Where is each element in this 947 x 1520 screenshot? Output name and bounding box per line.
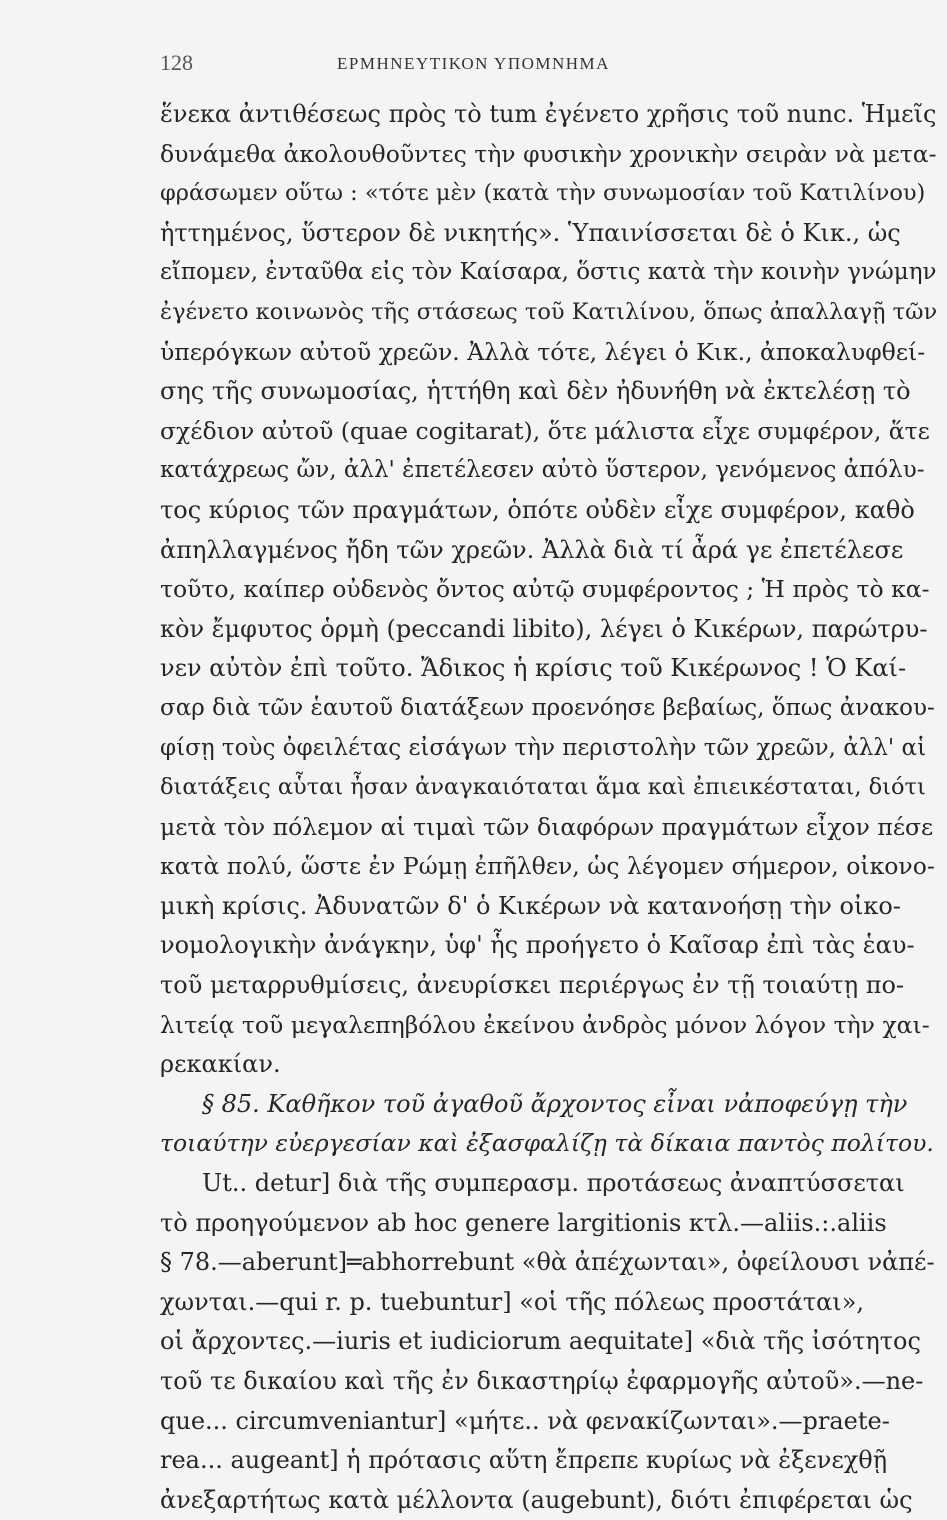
- text-line: κατάχρεως ὤν, ἀλλ' ἐπετέλεσεν αὐτὸ ὕστερον, γενόμενος ἀπόλυ-: [160, 457, 925, 484]
- section-heading: § 85. Καθῆκον τοῦ ἀγαθοῦ ἄρχοντος εἶναι νἀποφεύγῃ τὴν: [202, 1089, 908, 1118]
- text-line: νεν αὐτὸν ἐπὶ τοῦτο. Ἄδικος ἡ κρίσις τοῦ Κικέρωνος ! Ὁ Καί-: [160, 654, 907, 683]
- text-line: ἕνεκα ἀντιθέσεως πρὸς τὸ tum ἐγένετο χρῆσις τοῦ nunc. Ἡμεῖς: [160, 100, 937, 128]
- text-line: τὸ προηγούμενον ab hoc genere largitionis κτλ.—aliis.:.aliis: [160, 1208, 887, 1237]
- text-line: ρεκακίαν.: [160, 1050, 281, 1079]
- text-line: λιτείᾳ τοῦ μεγαλεπηβόλου ἐκείνου ἀνδρὸς μόνον λόγον τὴν χαι-: [160, 1010, 930, 1039]
- page-number: 128: [160, 50, 193, 75]
- text-line: νομολογικὴν ἀνάγκην, ὑφ' ἧς προήγετο ὁ Καῖσαρ ἐπὶ τὰς ἑαυ-: [160, 931, 915, 960]
- page-header: [160, 50, 787, 90]
- text-line: Ut.. detur] διὰ τῆς συμπερασμ. προτάσεως ἀναπτύσσεται: [202, 1169, 905, 1198]
- text-line: εἴπομεν, ἐνταῦθα εἰς τὸν Καίσαρα, ὅστις κατὰ τὴν κοινὴν γνώμην: [160, 259, 937, 286]
- section-heading: τοιαύτην εὐεργεσίαν καὶ ἐξασφαλίζῃ τὰ δίκαια παντὸς πολίτου.: [160, 1129, 934, 1158]
- text-line: τοῦ τε δικαίου καὶ τῆς ἐν δικαστηρίῳ ἐφαρμογῆς αὐτοῦ».—ne-: [160, 1367, 924, 1395]
- text-line: φίσῃ τοὺς ὀφειλέτας εἰσάγων τὴν περιστολὴν τῶν χρεῶν, ἀλλ' αἱ: [160, 734, 927, 761]
- body-text: [160, 95, 937, 1520]
- text-line: χωνται.—qui r. p. tuebuntur] «οἱ τῆς πόλεως προστάται»,: [160, 1287, 865, 1316]
- text-line: τοῦ μεταρρυθμίσεις, ἀνευρίσκει περιέργως ἐν τῇ τοιαύτῃ πο-: [160, 971, 905, 1000]
- text-line: ἀνεξαρτήτως κατὰ μέλλοντα (augebunt), διότι ἐπιφέρεται ὡς: [160, 1485, 913, 1514]
- text-line: τοῦτο, καίπερ οὐδενὸς ὄντος αὐτῷ συμφέροντος ; Ἡ πρὸς τὸ κα-: [160, 575, 930, 604]
- text-line: οἱ ἄρχοντες.—iuris et iudiciorum aequitate] «διὰ τῆς ἰσότητος: [160, 1327, 921, 1356]
- text-line: ὑπερόγκων αὐτοῦ χρεῶν. Ἀλλὰ τότε, λέγει ὁ Κικ., ἀποκαλυφθεί-: [160, 337, 926, 366]
- text-line: διατάξεις αὗται ἦσαν ἀναγκαιόταται ἅμα καὶ ἐπιεικέσταται, διότι: [160, 774, 926, 801]
- text-line: μετὰ τὸν πόλεμον αἱ τιμαὶ τῶν διαφόρων πραγμάτων εἶχον πέσε: [160, 812, 934, 841]
- text-line: σχέδιον αὐτοῦ (quae cogitarat), ὅτε μάλιστα εἶχε συμφέρον, ἅτε: [160, 416, 930, 445]
- text-line: σαρ διὰ τῶν ἑαυτοῦ διατάξεων προενόησε βεβαίως, ὅπως ἀνακου-: [160, 694, 935, 721]
- text-line: κὸν ἔμφυτος ὁρμὴ (peccandi libito), λέγει ὁ Κικέρων, παρώτρυ-: [160, 614, 928, 643]
- text-line: σης τῆς συνωμοσίας, ἡττήθη καὶ δὲν ἠδυνήθη νὰ ἐκτελέσῃ τὸ: [160, 377, 911, 406]
- text-line: δυνάμεθα ἀκολουθοῦντες τὴν φυσικὴν χρονικὴν σειρὰν νὰ μετα-: [160, 139, 937, 168]
- text-line: κατὰ πολύ, ὥστε ἐν Ρώμῃ ἐπῆλθεν, ὡς λέγομεν σήμερον, οἰκονο-: [160, 852, 935, 881]
- text-line: ἡττημένος, ὕστερον δὲ νικητής». Ὑπαινίσσεται δὲ ὁ Κικ., ὡς: [160, 218, 901, 247]
- text-line: φράσωμεν οὕτω : «τότε μὲν (κατὰ τὴν συνωμοσίαν τοῦ Κατιλίνου): [160, 180, 926, 207]
- text-line: ἀπηλλαγμένος ἤδη τῶν χρεῶν. Ἀλλὰ διὰ τί ἆρά γε ἐπετέλεσε: [160, 535, 904, 564]
- text-line: τος κύριος τῶν πραγμάτων, ὁπότε οὐδὲν εἶχε συμφέρον, καθὸ: [160, 495, 915, 524]
- text-line: rea... augeant] ἡ πρότασις αὕτη ἔπρεπε κυρίως νὰ ἐξενεχθῇ: [160, 1446, 888, 1475]
- text-line: § 78.—aberunt]═abhorrebunt «θὰ ἀπέχωνται», ὀφείλουσι νἀπέ-: [160, 1248, 935, 1277]
- text-line: μικὴ κρίσις. Ἀδυνατῶν δ' ὁ Κικέρων νὰ κατανοήσῃ τὴν οἰκο-: [160, 891, 901, 920]
- text-line: que... circumveniantur] «μήτε.. νὰ φενακίζωνται».—praete-: [160, 1406, 890, 1435]
- text-line: ἐγένετο κοινωνὸς τῆς στάσεως τοῦ Κατιλίνου, ὅπως ἀπαλλαγῇ τῶν: [160, 298, 938, 325]
- running-head: ΕΡΜΗΝΕΥΤΙΚΟΝ ΥΠΟΜΝΗΜΑ: [337, 54, 610, 73]
